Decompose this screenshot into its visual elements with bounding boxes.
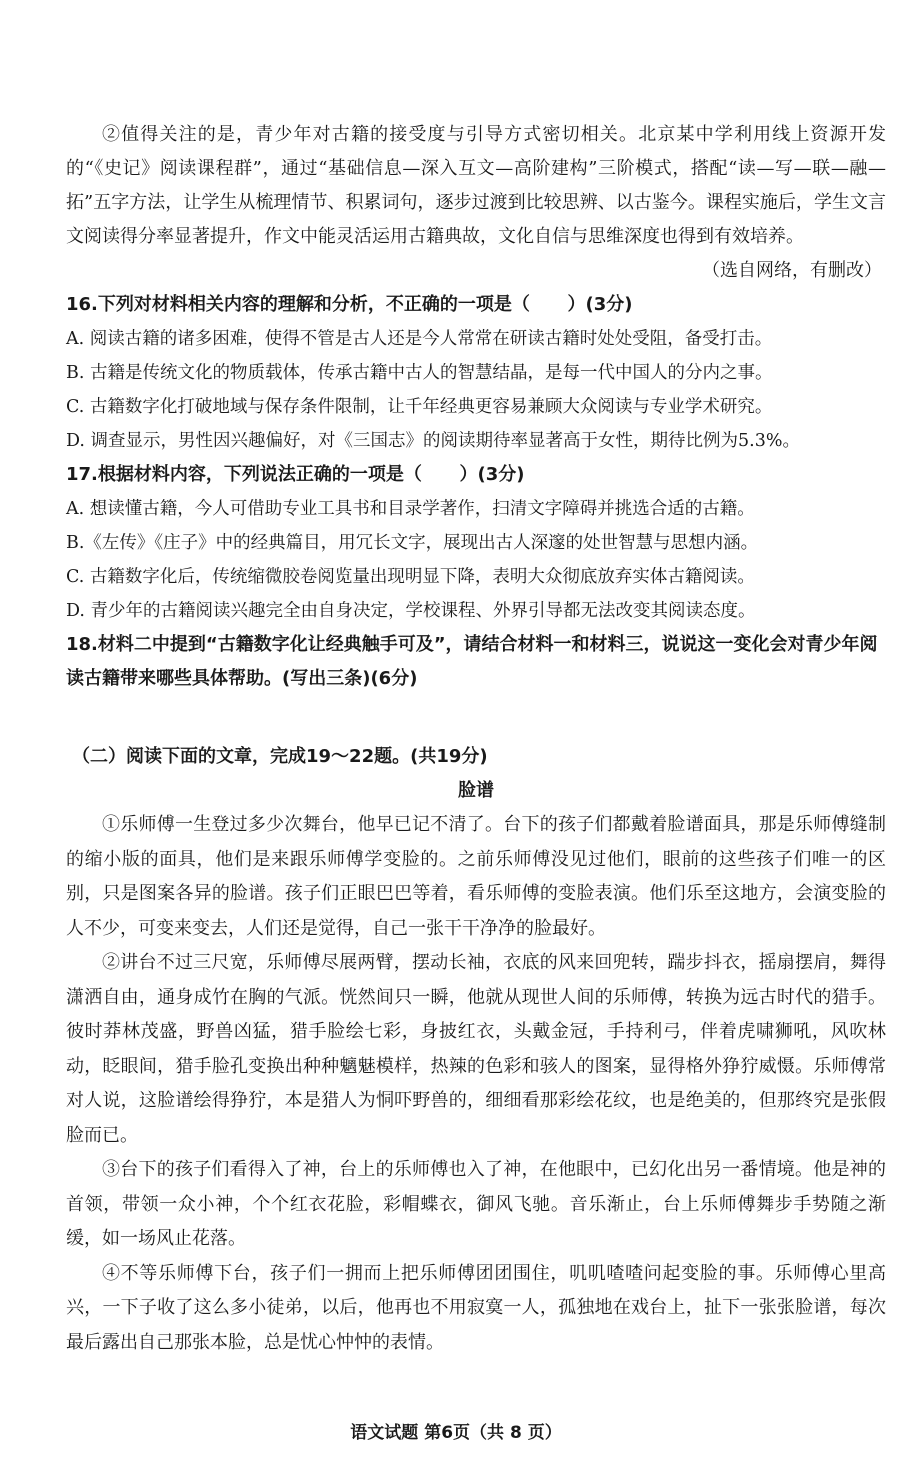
question-17-option-b: B.《左传》《庄子》中的经典篇目，用冗长文字，展现出古人深邃的处世智慧与思想内涵。 (66, 533, 759, 553)
section-2-heading: （二）阅读下面的文章，完成19～22题。(共19分) (72, 746, 488, 767)
story-paragraph-4: ④不等乐师傅下台，孩子们一拥而上把乐师傅团团围住，叽叽喳喳问起变脸的事。乐师傅心里高兴，一下子收了这么多小徒弟，以后，他再也不用寂寞一人，孤独地在戏台上，扯下一张张脸谱，每次最后露出自己那张本脸，总是忧心忡忡的表情。 (66, 1262, 886, 1353)
story-paragraph-1: ①乐师傅一生登过多少次舞台，他早已记不清了。台下的孩子们都戴着脸谱面具，那是乐师傅缝制的缩小版的面具，他们是来跟乐师傅学变脸的。之前乐师傅没见过他们，眼前的这些孩子们唯一的区别，只是图案各异的脸谱。孩子们正眼巴巴等着，看乐师傅的变脸表演。他们乐至这地方，会演变脸的人不少，可变来变去，人们还是觉得，自己一张干干净净的脸最好。 (66, 814, 886, 939)
question-16-option-a: A. 阅读古籍的诸多困难，使得不管是古人还是今人常常在研读古籍时处处受阻，备受打击。 (66, 329, 773, 349)
question-16-option-c: C. 古籍数字化打破地域与保存条件限制，让千年经典更容易兼顾大众阅读与专业学术研究。 (66, 397, 773, 417)
source-note: （选自网络，有删改） (702, 260, 882, 281)
material-paragraph-2: ②值得关注的是，青少年对古籍的接受度与引导方式密切相关。北京某中学利用线上资源开发的“《史记》阅读课程群”，通过“基础信息—深入互文—高阶建构”三阶模式，搭配“读—写—联—融—拓”五字方法，让学生从梳理情节、积累词句，逐步过渡到比较思辨、以古鉴今。课程实施后，学生文言文阅读得分率显著提升，作文中能灵活运用古籍典故，文化自信与思维深度也得到有效培养。 (66, 124, 886, 247)
question-17-stem: 17.根据材料内容，下列说法正确的一项是（ ）(3分) (66, 464, 525, 485)
question-16-stem: 16.下列对材料相关内容的理解和分析，不正确的一项是（ ）(3分) (66, 294, 633, 315)
exam-page (66, 118, 886, 1360)
question-17-option-c: C. 古籍数字化后，传统缩微胶卷阅览量出现明显下降，表明大众彻底放弃实体古籍阅读。 (66, 567, 755, 587)
question-17-option-a: A. 想读懂古籍，今人可借助专业工具书和目录学著作，扫清文字障碍并挑选合适的古籍。 (66, 499, 755, 519)
story-paragraph-3: ③台下的孩子们看得入了神，台上的乐师傅也入了神，在他眼中，已幻化出另一番情境。他是神的首领，带领一众小神，个个红衣花脸，彩帽蝶衣，御风飞驰。音乐渐止，台上乐师傅舞步手势随之渐缓，如一场风止花落。 (66, 1159, 886, 1249)
page-footer: 语文试题 第6页（共 8 页） (350, 1423, 562, 1443)
question-16-option-b: B. 古籍是传统文化的物质载体，传承古籍中古人的智慧结晶，是每一代中国人的分内之事。 (66, 363, 773, 383)
question-18-stem: 18.材料二中提到“古籍数字化让经典触手可及”，请结合材料一和材料三，说说这一变化会对青少年阅读古籍带来哪些具体帮助。(写出三条)(6分) (66, 634, 878, 689)
story-paragraph-2: ②讲台不过三尺宽，乐师傅尽展两臂，摆动长袖，衣底的风来回兜转，踹步抖衣，摇扇摆肩，舞得潇洒自由，通身成竹在胸的气派。恍然间只一瞬，他就从现世人间的乐师傅，转换为远古时代的猎手。彼时莽林茂盛，野兽凶猛，猎手脸绘七彩，身披红衣，头戴金冠，手持利弓，伴着虎啸狮吼，风吹林动，眨眼间，猎手脸孔变换出种种魑魅模样，热辣的色彩和骇人的图案，显得格外狰狞威慑。乐师傅常对人说，这脸谱绘得狰狞，本是猎人为恫吓野兽的，细细看那彩绘花纹，也是绝美的，但那终究是张假脸而已。 (66, 952, 886, 1146)
question-17-option-d: D. 青少年的古籍阅读兴趣完全由自身决定，学校课程、外界引导都无法改变其阅读态度。 (66, 601, 756, 621)
story-title: 脸谱 (458, 780, 494, 801)
question-16-option-d: D. 调查显示，男性因兴趣偏好，对《三国志》的阅读期待率显著高于女性，期待比例为5.3%。 (66, 431, 800, 451)
